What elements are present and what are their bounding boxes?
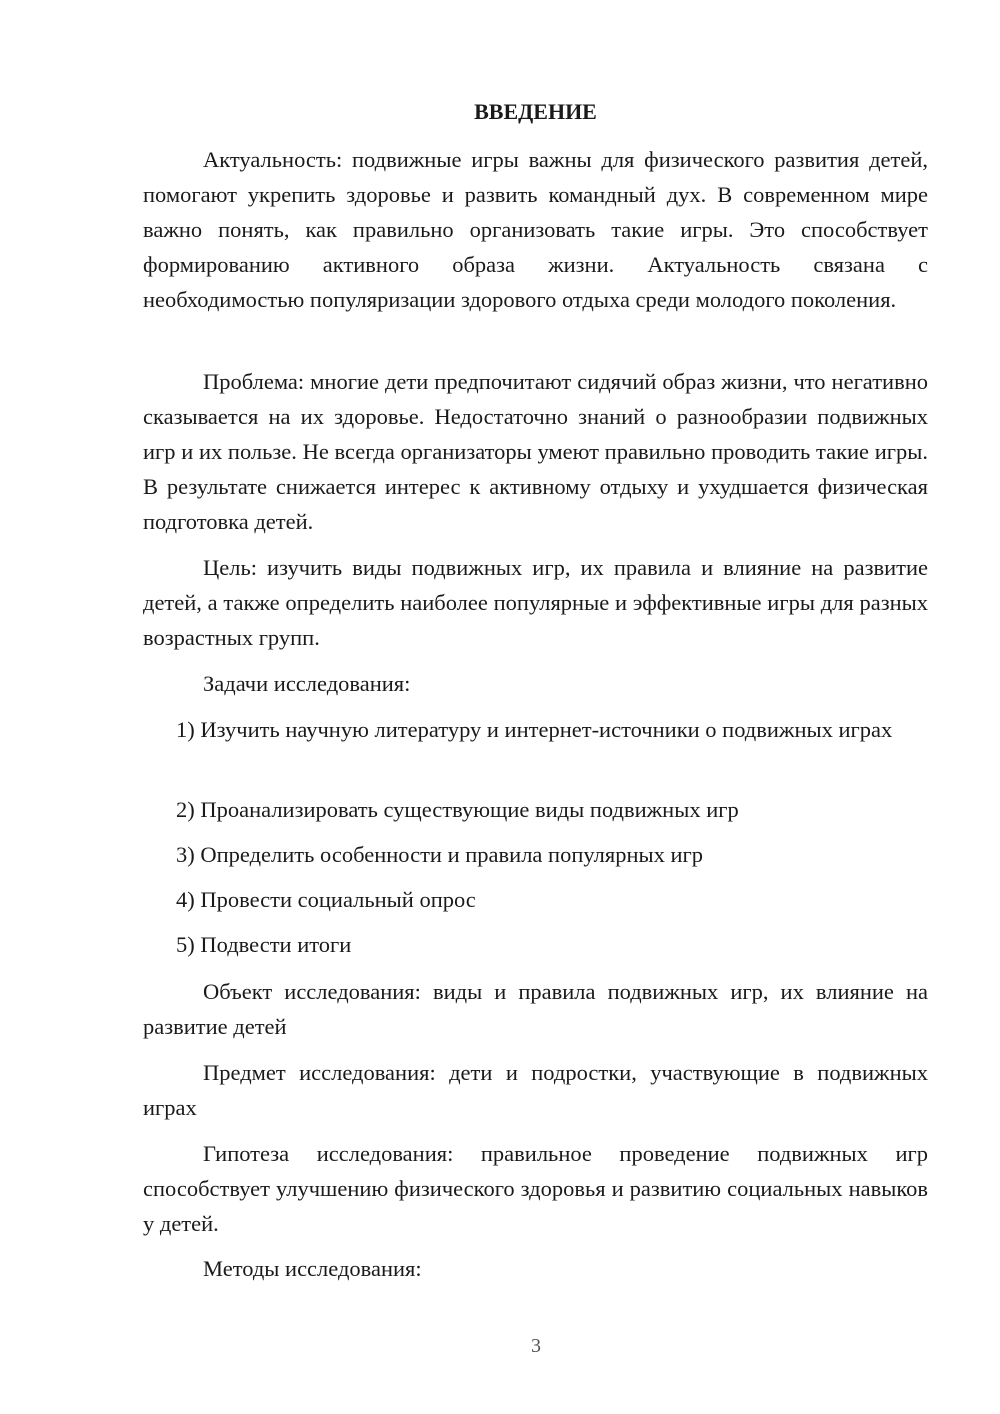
task-item-5: 5) Подвести итоги xyxy=(176,932,352,957)
object-paragraph: Объект исследования: виды и правила подвижных игр, их влияние на развитие детей xyxy=(143,979,928,1039)
relevance-paragraph: Актуальность: подвижные игры важны для физического развития детей, помогают укрепить здоровье и развить командный дух. В современном мире важно понять, как правильно организовать такие игры. Это способствует формированию активного образа жизни. Актуальность связана с необходимостью популяризации здорового отдыха среди молодого поколения. xyxy=(143,147,928,312)
task-item-4: 4) Провести социальный опрос xyxy=(176,887,476,912)
task-item-2: 2) Проанализировать существующие виды подвижных игр xyxy=(176,797,739,822)
page-number: 3 xyxy=(531,1335,541,1357)
subject-paragraph: Предмет исследования: дети и подростки, участвующие в подвижных играх xyxy=(143,1060,928,1120)
problem-paragraph: Проблема: многие дети предпочитают сидячий образ жизни, что негативно сказывается на их здоровье. Недостаточно знаний о разнообразии подвижных игр и их пользе. Не всегда организаторы умеют правильно проводить такие игры. В результате снижается интерес к активному отдыху и ухудшается физическая подготовка детей. xyxy=(143,369,928,534)
methods-heading: Методы исследования: xyxy=(203,1256,422,1281)
hypothesis-paragraph: Гипотеза исследования: правильное проведение подвижных игр способствует улучшению физического здоровья и развитию социальных навыков у детей. xyxy=(143,1141,928,1236)
task-item-1: 1) Изучить научную литературу и интернет-источники о подвижных играх xyxy=(176,717,893,742)
page-title: ВВЕДЕНИЕ xyxy=(474,99,597,124)
task-item-3: 3) Определить особенности и правила популярных игр xyxy=(176,842,704,867)
goal-paragraph: Цель: изучить виды подвижных игр, их правила и влияние на развитие детей, а также определить наиболее популярные и эффективные игры для разных возрастных групп. xyxy=(143,555,928,650)
tasks-heading: Задачи исследования: xyxy=(203,671,411,696)
